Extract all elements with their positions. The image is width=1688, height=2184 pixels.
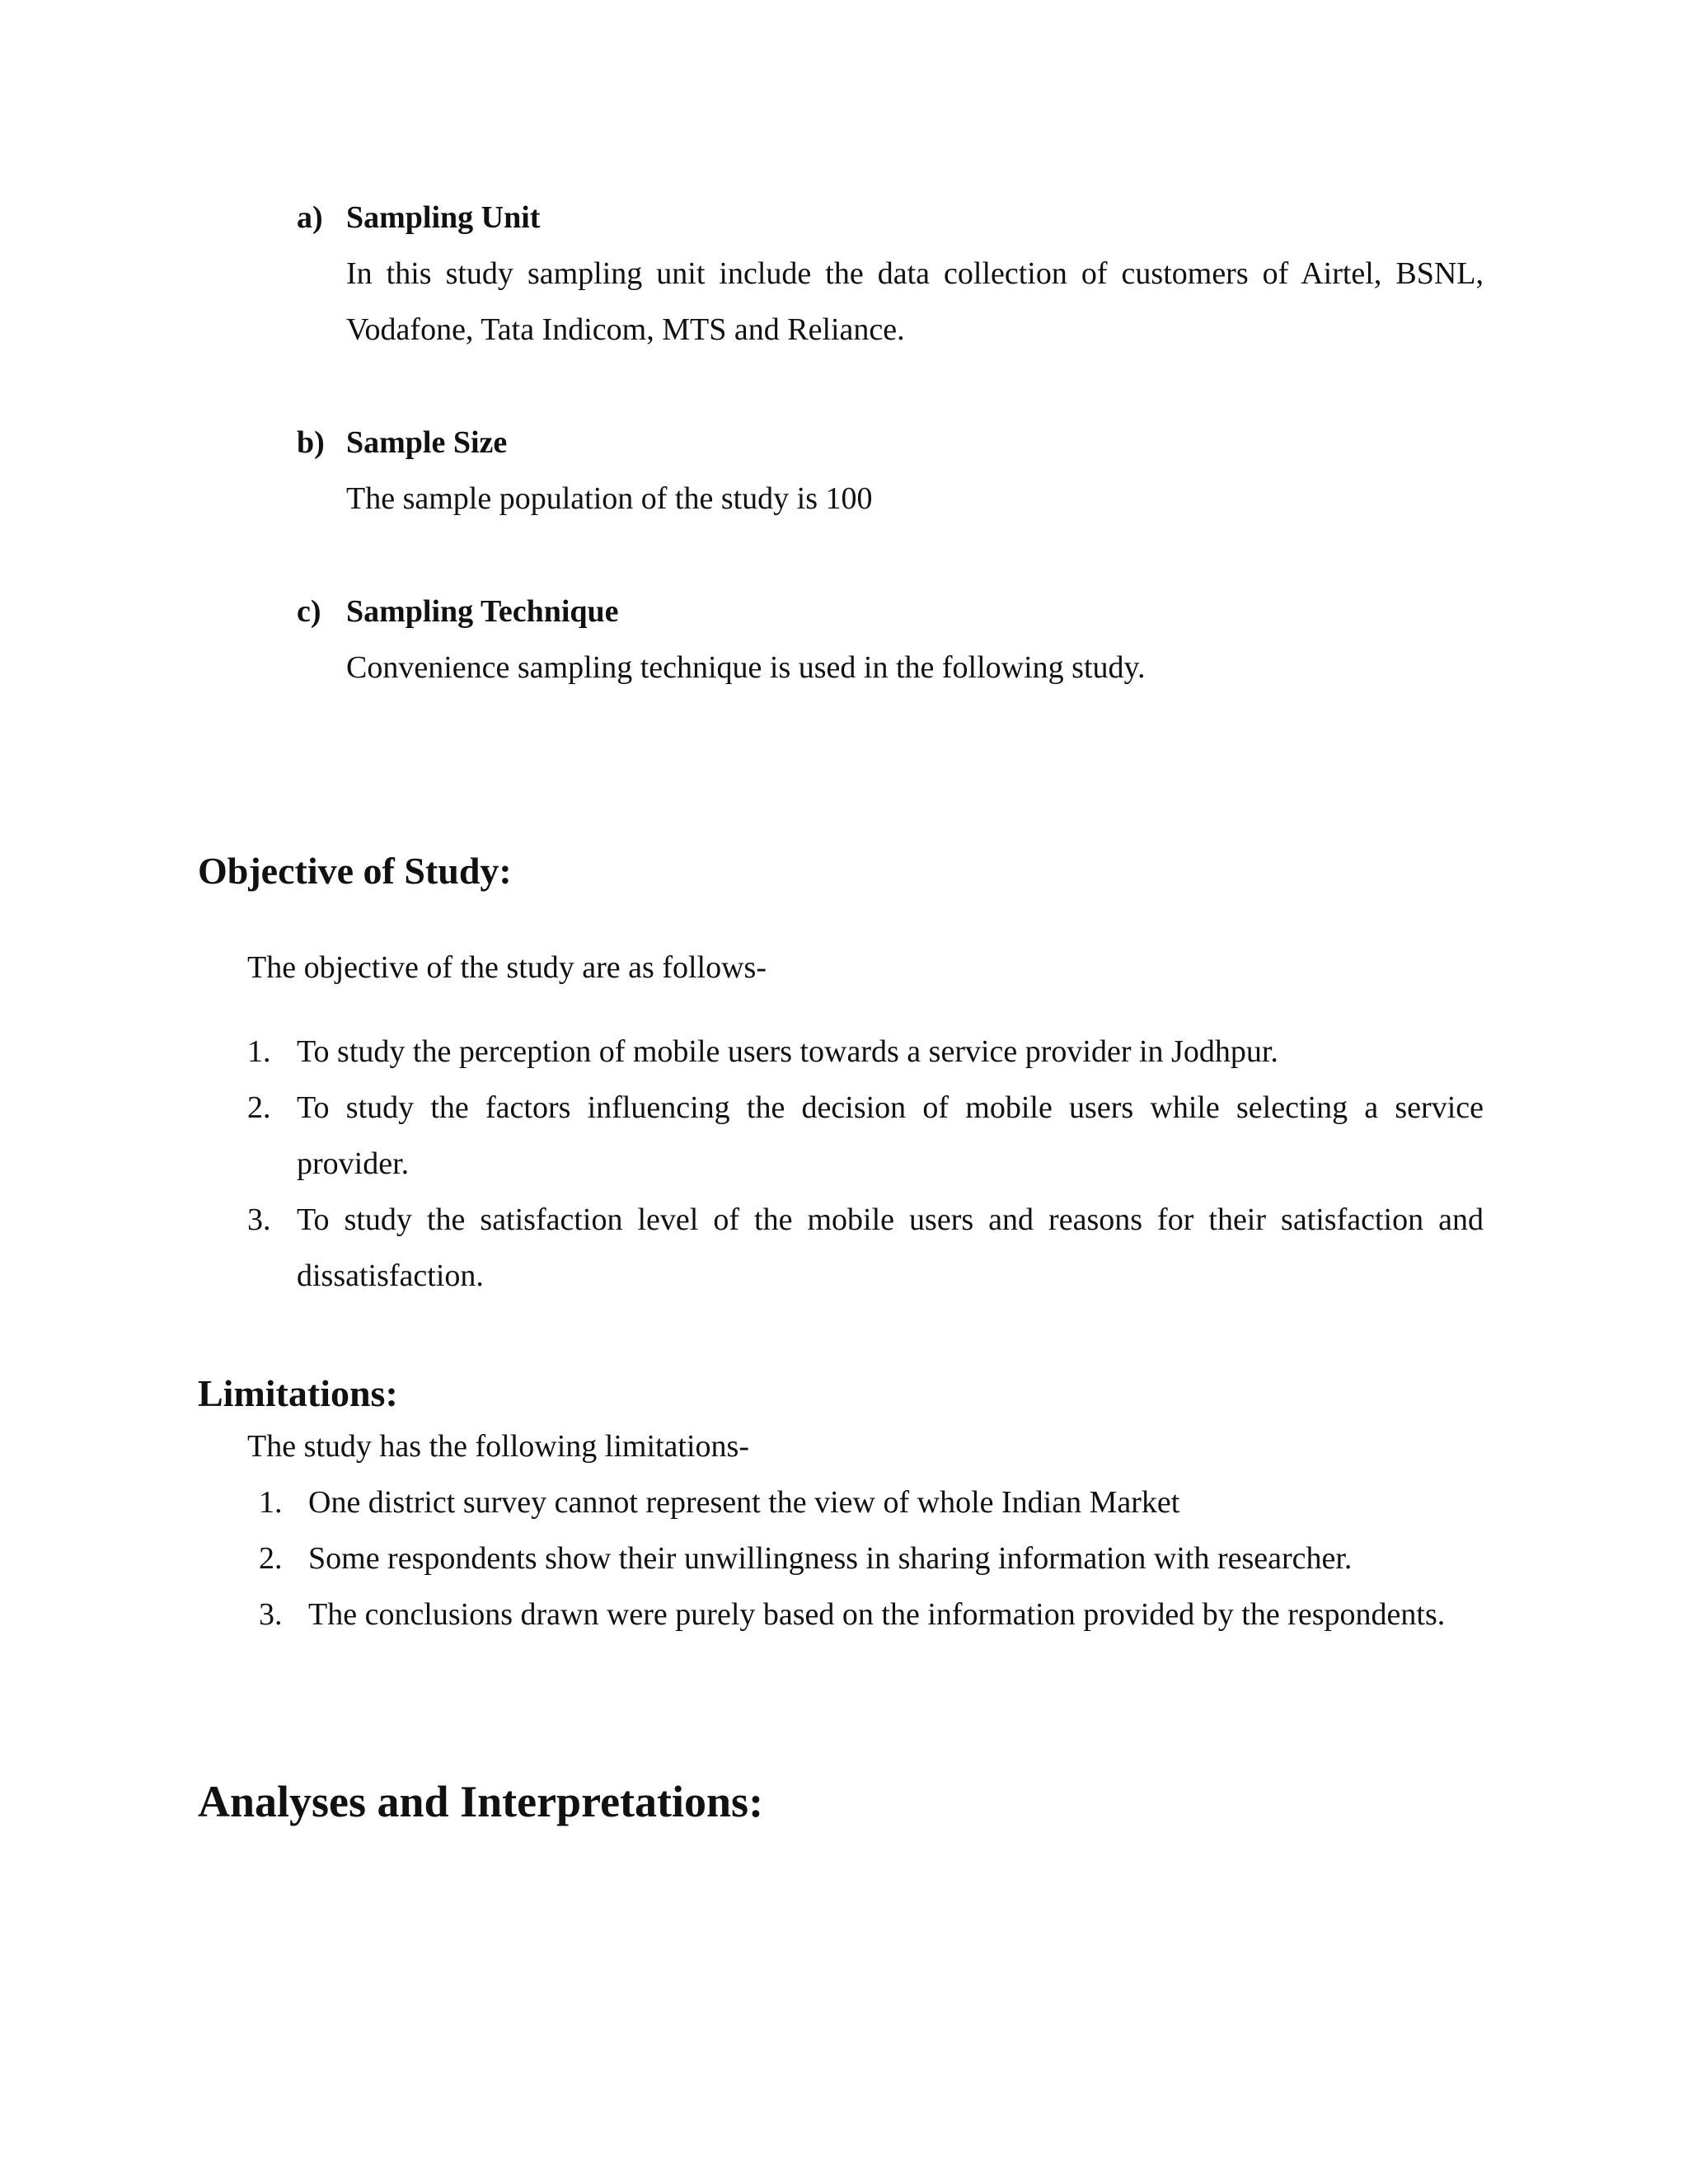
list-item (247, 1080, 1484, 1192)
limitations-heading: Limitations: (198, 1372, 398, 1414)
list-number: 3. (259, 1597, 283, 1632)
sampling-technique-title: Sampling Technique (346, 594, 619, 629)
list-number: 3. (247, 1202, 271, 1237)
list-item (259, 1474, 1484, 1530)
list-item (247, 1192, 1484, 1304)
sampling-unit-text: In this study sampling unit include the data collection of customers of Airtel, BSNL, Vodafone, Tata Indicom, MTS and Reliance. (346, 256, 1484, 347)
list-item (247, 1024, 1484, 1080)
list-item-text: The conclusions drawn were purely based on the information provided by the respondents. (308, 1597, 1446, 1632)
list-number: 1. (259, 1485, 283, 1520)
sampling-technique-section (297, 583, 1484, 696)
objective-heading: Objective of Study: (198, 850, 512, 892)
list-number: 2. (259, 1541, 283, 1576)
list-item-text: One district survey cannot represent the view of whole Indian Market (308, 1485, 1180, 1520)
sampling-unit-title: Sampling Unit (346, 200, 541, 235)
list-number: 2. (247, 1090, 271, 1125)
limitations-intro: The study has the following limitations- (247, 1429, 749, 1464)
list-item-text: Some respondents show their unwillingness in sharing information with researcher. (308, 1541, 1353, 1576)
list-marker: b) (297, 425, 325, 460)
sample-size-text: The sample population of the study is 100 (346, 481, 873, 516)
objective-list (247, 1024, 1484, 1304)
list-item (259, 1530, 1484, 1586)
sample-size-section (297, 415, 1484, 527)
list-item (259, 1586, 1484, 1643)
list-item-text: To study the perception of mobile users towards a service provider in Jodhpur. (297, 1034, 1278, 1069)
list-marker: a) (297, 200, 323, 235)
sampling-technique-text: Convenience sampling technique is used in the following study. (346, 650, 1146, 685)
list-item-text: To study the satisfaction level of the mobile users and reasons for their satisfaction and dissatisfaction. (297, 1202, 1484, 1293)
limitations-list (259, 1474, 1484, 1643)
list-number: 1. (247, 1034, 271, 1069)
list-item-text: To study the factors influencing the decision of mobile users while selecting a service provider. (297, 1090, 1484, 1181)
list-marker: c) (297, 594, 321, 629)
sample-size-title: Sample Size (346, 425, 508, 460)
sampling-unit-section (297, 190, 1484, 358)
objective-intro: The objective of the study are as follows- (247, 950, 767, 985)
analyses-heading: Analyses and Interpretations: (198, 1777, 764, 1826)
